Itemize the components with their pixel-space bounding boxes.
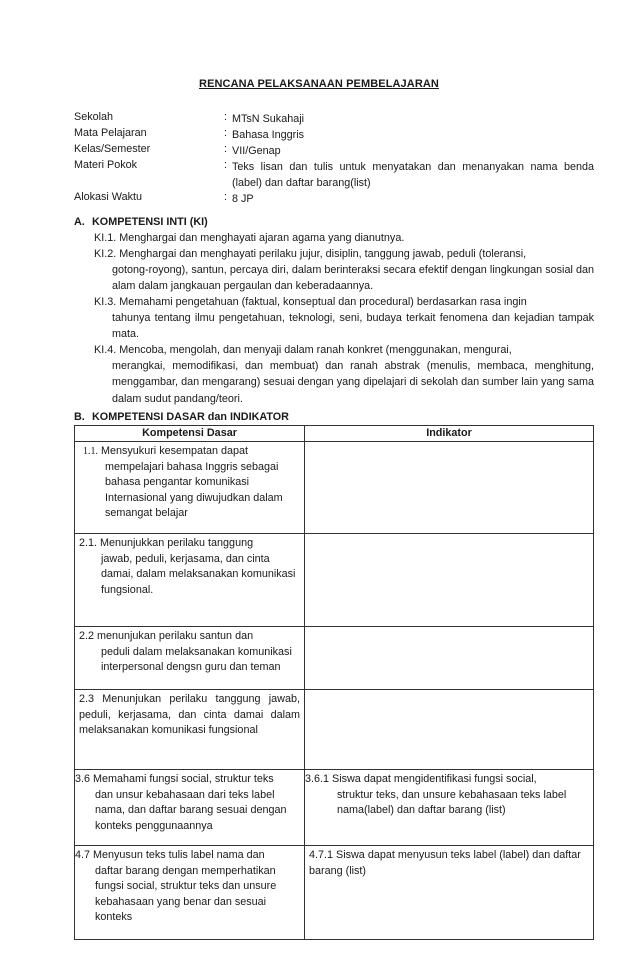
kd-text: Memahami fungsi social, struktur teks: [93, 773, 274, 785]
kd-number: 2.3: [79, 693, 95, 705]
ki-item-4: [94, 342, 594, 407]
identity-label: Alokasi Waktu: [74, 191, 143, 203]
section-a-heading: [74, 216, 208, 228]
indikator-text-continued: struktur teks, dan unsure kebahasaan teks label nama(label) dan daftar barang (list): [337, 788, 567, 816]
kd-cell: [75, 534, 305, 627]
kd-cell: [75, 846, 305, 940]
table-row: [75, 627, 594, 690]
identity-colon: :: [224, 143, 227, 155]
kd-text-continued: daftar barang dengan memperhatikan fungsi social, struktur teks dan unsure kebahasaan yang benar dan sesuai konteks: [95, 864, 277, 923]
indikator-cell: [305, 690, 594, 770]
ki-text-continued: merangkai, memodifikasi, dan membuat) dan ranah abstrak (menulis, membaca, menghitung, menggambar, dan mengarang) sesuai dengan yang dipelajari di sekolah dan sumber lain yang sama dalam sudut pandang/teori.: [112, 360, 594, 405]
identity-label: Materi Pokok: [74, 159, 138, 171]
identity-label: Mata Pelajaran: [74, 127, 147, 139]
ki-item-1: [94, 230, 594, 246]
identity-colon: :: [224, 159, 227, 171]
kd-number: 2.1.: [79, 537, 98, 549]
identity-value: Bahasa Inggris: [232, 129, 305, 141]
kd-cell: [75, 770, 305, 846]
ki-text: KI.2. Menghargai dan menghayati perilaku jujur, disiplin, tanggung jawab, peduli (toleransi,: [94, 248, 527, 260]
identity-value: Teks lisan dan tulis untuk menyatakan dan menanyakan nama benda (label) dan daftar barang(list): [232, 161, 594, 189]
indikator-cell: [305, 846, 594, 940]
kd-text: Mensyukuri kesempatan dapat: [101, 445, 249, 457]
kd-text: Menunjukkan perilaku tanggung: [100, 537, 254, 549]
identity-colon: :: [224, 127, 227, 139]
kd-text-continued: mempelajari bahasa Inggris sebagai bahasa pengantar komunikasi Internasional yang diwujudkan dalam semangat belajar: [105, 460, 283, 519]
table-row: [75, 770, 594, 846]
indikator-cell: [305, 442, 594, 534]
identity-colon: :: [224, 191, 227, 203]
section-letter: A.: [74, 216, 85, 228]
indikator-text: 3.6.1 Siswa dapat mengidentifikasi fungsi social,: [305, 773, 537, 785]
identity-colon: :: [224, 111, 227, 123]
ki-text: KI.4. Mencoba, mengolah, dan menyaji dalam ranah konkret (menggunakan, mengurai,: [94, 344, 512, 356]
kd-cell: [75, 627, 305, 690]
ki-text-continued: gotong-royong), santun, percaya diri, dalam berinteraksi secara efektif dengan lingkungan sosial dan alam dalam jangkauan pergaulan dan keberadaannya.: [112, 264, 594, 293]
table-row: [75, 690, 594, 770]
section-title: KOMPETENSI DASAR dan INDIKATOR: [92, 411, 289, 423]
indikator-cell: [305, 627, 594, 690]
identity-label: Kelas/Semester: [74, 143, 151, 155]
section-b-heading: [74, 411, 289, 423]
kd-text-continued: dan unsur kebahasaan dari teks label nama, dan daftar barang sesuai dengan konteks penggunaannya: [95, 788, 287, 832]
column-header-indikator: Indikator: [305, 426, 594, 442]
table-row: [75, 442, 594, 534]
column-header-kd: Kompetensi Dasar: [75, 426, 305, 442]
kd-cell: [75, 690, 305, 770]
kd-number: 1.1.: [83, 446, 98, 457]
ki-text: KI.3. Memahami pengetahuan (faktual, konseptual dan procedural) berdasarkan rasa ingin: [94, 296, 527, 308]
table-header-row: [75, 426, 594, 442]
identity-value: 8 JP: [232, 193, 254, 205]
identity-value: MTsN Sukahaji: [232, 113, 305, 125]
table-row: [75, 846, 594, 940]
kd-text: menunjukan perilaku santun dan: [97, 630, 254, 642]
indikator-cell: [305, 770, 594, 846]
ki-item-2: [94, 246, 594, 295]
indikator-text: 4.7.1 Siswa dapat menyusun teks label (label) dan daftar barang (list): [309, 849, 581, 877]
ki-text-continued: tahunya tentang ilmu pengetahuan, teknologi, seni, budaya terkait fenomena dan kejadian tampak mata.: [112, 312, 594, 341]
identity-label: Sekolah: [74, 111, 114, 123]
identity-value: VII/Genap: [232, 145, 281, 157]
kd-number: 2.2: [79, 630, 95, 642]
kd-text: Menunjukan perilaku tanggung jawab, peduli, kerjasama, dan cinta damai dalam melaksanakan komunikasi fungsional: [79, 693, 300, 736]
kd-number: 3.6: [75, 773, 91, 785]
ki-text: KI.1. Menghargai dan menghayati ajaran agama yang dianutnya.: [94, 232, 405, 244]
kd-number: 4.7: [75, 849, 91, 861]
document-title: RENCANA PELAKSANAAN PEMBELAJARAN: [199, 78, 439, 90]
ki-item-3: [94, 294, 594, 343]
table-row: [75, 534, 594, 627]
kd-indikator-table: [74, 425, 594, 940]
kd-text-continued: jawab, peduli, kerjasama, dan cinta damai, dalam melaksanakan komunikasi fungsional.: [101, 552, 296, 596]
section-title: KOMPETENSI INTI (KI): [92, 216, 208, 228]
kd-cell: [75, 442, 305, 534]
indikator-cell: [305, 534, 594, 627]
kd-text-continued: peduli dalam melaksanakan komunikasi interpersonal dengsn guru dan teman: [101, 645, 292, 673]
section-letter: B.: [74, 411, 85, 423]
kd-text: Menyusun teks tulis label nama dan: [93, 849, 265, 861]
